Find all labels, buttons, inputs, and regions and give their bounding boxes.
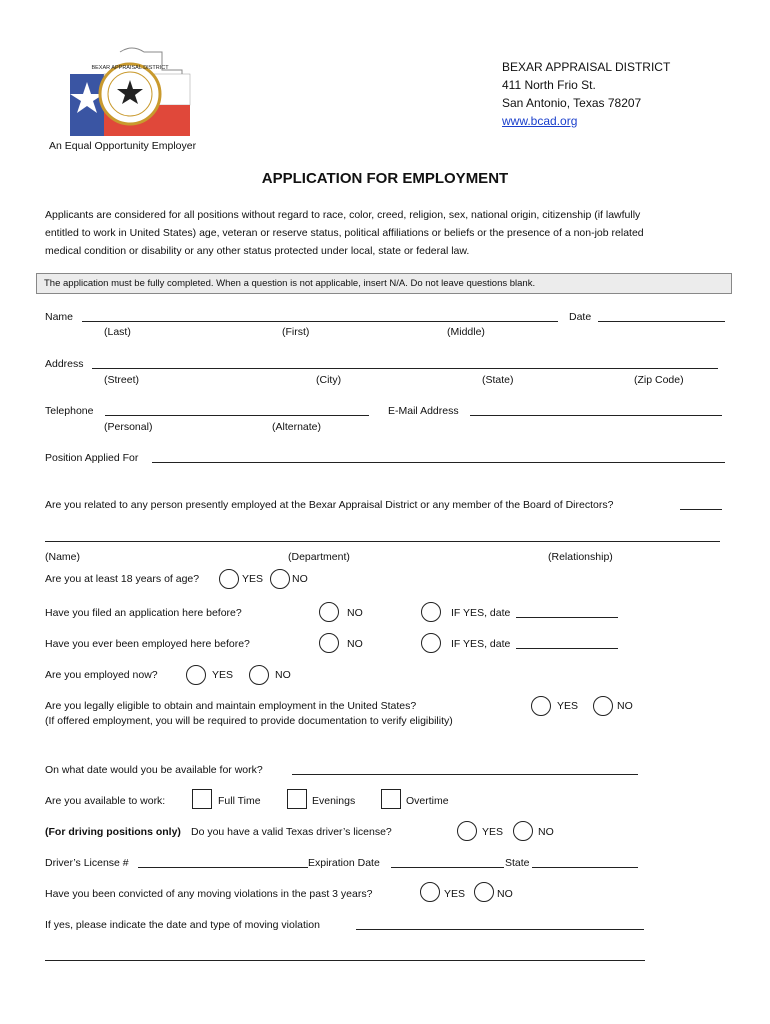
- filed-question: Have you filed an application here before?: [45, 607, 242, 619]
- position-input[interactable]: [152, 452, 725, 463]
- intro-line-1: Applicants are considered for all positions without regard to race, color, creed, religion, sex, national origin, citizenship (if lawfully: [45, 209, 641, 221]
- license-no-label: NO: [538, 826, 554, 838]
- position-label: Position Applied For: [45, 452, 139, 464]
- age-no-radio[interactable]: [270, 569, 290, 589]
- employed-before-no-label: NO: [347, 638, 363, 650]
- filed-date-input[interactable]: [516, 607, 618, 618]
- address-city-caption: (City): [316, 374, 342, 386]
- license-state-input[interactable]: [532, 857, 638, 868]
- related-answer-input[interactable]: [680, 499, 722, 510]
- license-number-input[interactable]: [138, 857, 308, 868]
- name-label: Name: [45, 311, 74, 323]
- license-question: Do you have a valid Texas driver’s license?: [191, 826, 392, 838]
- address-label: Address: [45, 358, 84, 370]
- date-input[interactable]: [598, 311, 725, 322]
- org-website-link[interactable]: www.bcad.org: [502, 114, 578, 128]
- employed-before-no-radio[interactable]: [319, 633, 339, 653]
- tagline: An Equal Opportunity Employer: [49, 140, 197, 152]
- violations-yes-label: YES: [444, 888, 466, 900]
- violations-no-label: NO: [497, 888, 513, 900]
- eligible-yes-label: YES: [557, 700, 579, 712]
- instruction-notice: [36, 273, 732, 294]
- address-zip-caption: (Zip Code): [634, 374, 684, 386]
- filed-yes-radio[interactable]: [421, 602, 441, 622]
- evenings-checkbox[interactable]: [287, 789, 307, 809]
- employed-now-yes-label: YES: [212, 669, 234, 681]
- filed-no-label: NO: [347, 607, 363, 619]
- age-yes-label: YES: [242, 573, 264, 585]
- full-time-checkbox[interactable]: [192, 789, 212, 809]
- org-name: BEXAR APPRAISAL DISTRICT: [502, 60, 671, 74]
- page-title: APPLICATION FOR EMPLOYMENT: [261, 170, 509, 187]
- related-department-caption: (Department): [288, 551, 350, 563]
- name-first-caption: (First): [282, 326, 310, 338]
- date-label: Date: [569, 311, 592, 323]
- employed-before-question: Have you ever been employed here before?: [45, 638, 250, 650]
- license-number-label: Driver’s License #: [45, 857, 129, 869]
- eligible-no-radio[interactable]: [593, 696, 613, 716]
- violation-detail-input[interactable]: [356, 919, 644, 930]
- address-street-caption: (Street): [104, 374, 140, 386]
- telephone-label: Telephone: [45, 405, 94, 417]
- related-name-caption: (Name): [45, 551, 81, 563]
- full-time-label: Full Time: [218, 795, 261, 807]
- overtime-checkbox[interactable]: [381, 789, 401, 809]
- license-yes-radio[interactable]: [457, 821, 477, 841]
- address-input[interactable]: [92, 358, 718, 369]
- eligible-question: Are you legally eligible to obtain and maintain employment in the United States?: [45, 700, 417, 712]
- filed-if-yes-label: IF YES, date: [451, 607, 511, 619]
- org-city: San Antonio, Texas 78207: [502, 96, 642, 110]
- violations-question: Have you been convicted of any moving violations in the past 3 years?: [45, 888, 373, 900]
- violation-detail-label: If yes, please indicate the date and type of moving violation: [45, 919, 320, 931]
- expiration-input[interactable]: [391, 857, 504, 868]
- svg-text:BEXAR APPRAISAL DISTRICT: BEXAR APPRAISAL DISTRICT: [91, 65, 169, 71]
- employed-now-question: Are you employed now?: [45, 669, 158, 681]
- employed-now-no-label: NO: [275, 669, 291, 681]
- license-no-radio[interactable]: [513, 821, 533, 841]
- filed-no-radio[interactable]: [319, 602, 339, 622]
- related-question: Are you related to any person presently employed at the Bexar Appraisal District or any member of the Board of Directors?: [45, 499, 614, 511]
- violations-yes-radio[interactable]: [420, 882, 440, 902]
- telephone-input[interactable]: [105, 405, 369, 416]
- address-state-caption: (State): [482, 374, 514, 386]
- employed-now-no-radio[interactable]: [249, 665, 269, 685]
- license-yes-label: YES: [482, 826, 504, 838]
- email-label: E-Mail Address: [388, 405, 459, 417]
- employed-before-date-input[interactable]: [516, 638, 618, 649]
- available-date-question: On what date would you be available for work?: [45, 764, 263, 776]
- related-relationship-caption: (Relationship): [548, 551, 613, 563]
- name-input[interactable]: [82, 311, 558, 322]
- eligible-yes-radio[interactable]: [531, 696, 551, 716]
- bcad-logo: [62, 42, 192, 138]
- violations-no-radio[interactable]: [474, 882, 494, 902]
- phone-personal-caption: (Personal): [104, 421, 153, 433]
- evenings-label: Evenings: [312, 795, 356, 807]
- available-question: Are you available to work:: [45, 795, 166, 807]
- age-question: Are you at least 18 years of age?: [45, 573, 200, 585]
- name-last-caption: (Last): [104, 326, 131, 338]
- employed-now-yes-radio[interactable]: [186, 665, 206, 685]
- available-date-input[interactable]: [292, 764, 638, 775]
- email-input[interactable]: [470, 405, 722, 416]
- eligible-no-label: NO: [617, 700, 633, 712]
- age-yes-radio[interactable]: [219, 569, 239, 589]
- employed-before-yes-radio[interactable]: [421, 633, 441, 653]
- phone-alternate-caption: (Alternate): [272, 421, 322, 433]
- org-street: 411 North Frio St.: [502, 78, 596, 92]
- notice-text: The application must be fully completed. When a question is not applicable, insert N/A. Do not leave questions blank.: [44, 278, 536, 289]
- license-prefix: (For driving positions only): [45, 826, 181, 838]
- expiration-label: Expiration Date: [308, 857, 380, 869]
- intro-line-3: medical condition or disability or any other status protected under local, state or federal law.: [45, 245, 470, 257]
- violation-detail-continuation-input[interactable]: [45, 950, 645, 961]
- name-middle-caption: (Middle): [447, 326, 485, 338]
- employed-before-if-yes-label: IF YES, date: [451, 638, 511, 650]
- related-detail-input[interactable]: [45, 531, 720, 542]
- license-state-label: State: [505, 857, 530, 869]
- age-no-label: NO: [292, 573, 308, 585]
- overtime-label: Overtime: [406, 795, 449, 807]
- eligible-note: (If offered employment, you will be required to provide documentation to verify eligibility): [45, 715, 453, 727]
- intro-line-2: entitled to work in United States) age, veteran or reserve status, political affiliations or beliefs or the presence of a non-job related: [45, 227, 644, 239]
